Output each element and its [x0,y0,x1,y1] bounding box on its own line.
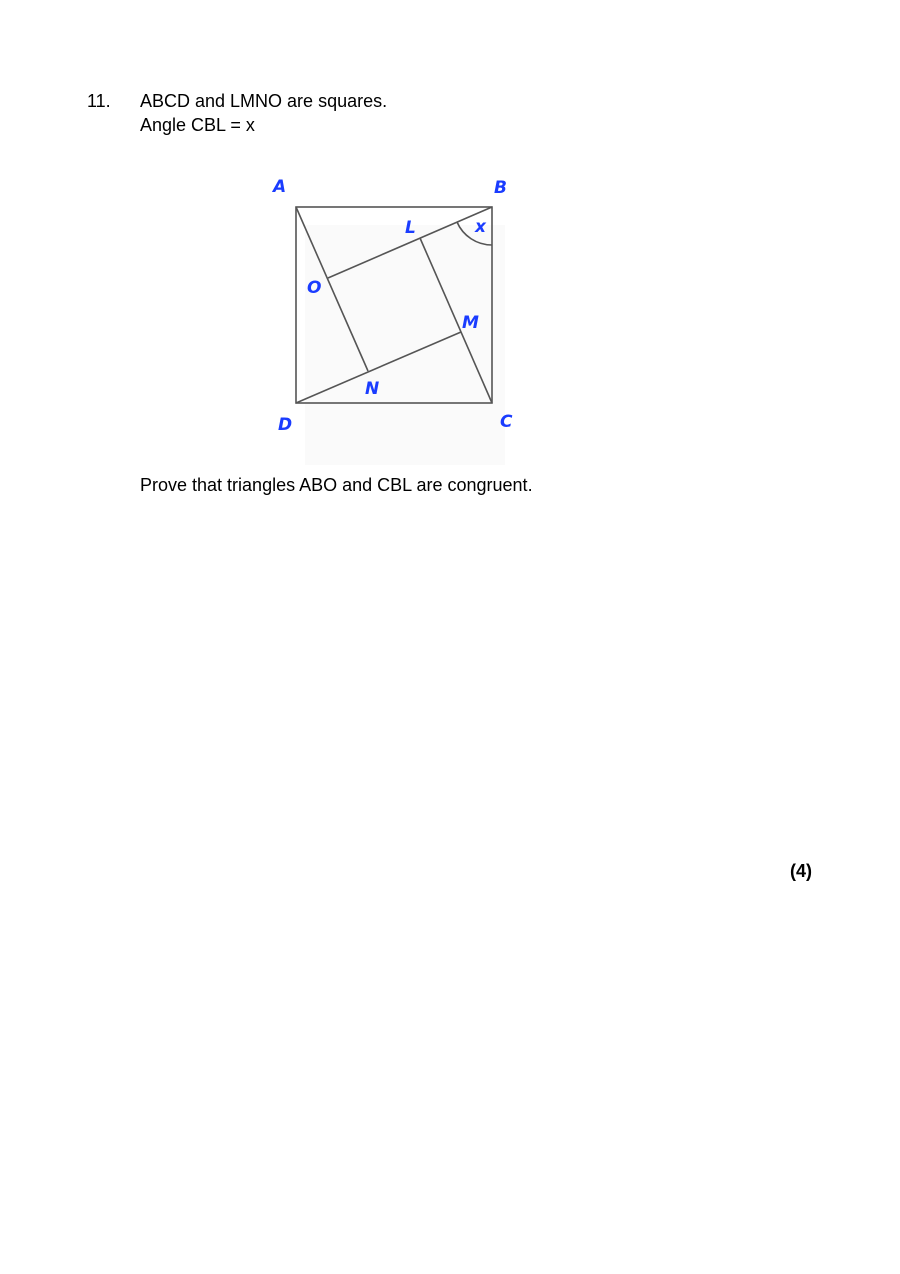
question-statement: ABCD and LMNO are squares. [140,91,388,111]
marks-allocation: (4) [790,861,812,881]
label-d: D [278,415,293,435]
question-number: 11. [87,91,111,111]
label-angle-x: x [475,217,486,237]
label-o: O [307,278,322,298]
label-n: N [365,379,380,399]
figure-background [305,225,505,465]
label-a: A [273,177,287,197]
label-c: C [500,412,513,432]
angle-definition: Angle CBL = x [140,115,255,135]
label-m: M [462,313,479,333]
proof-prompt: Prove that triangles ABO and CBL are congruent. [140,475,533,495]
label-b: B [494,178,507,198]
label-l: L [405,218,416,238]
geometry-figure [265,170,525,470]
